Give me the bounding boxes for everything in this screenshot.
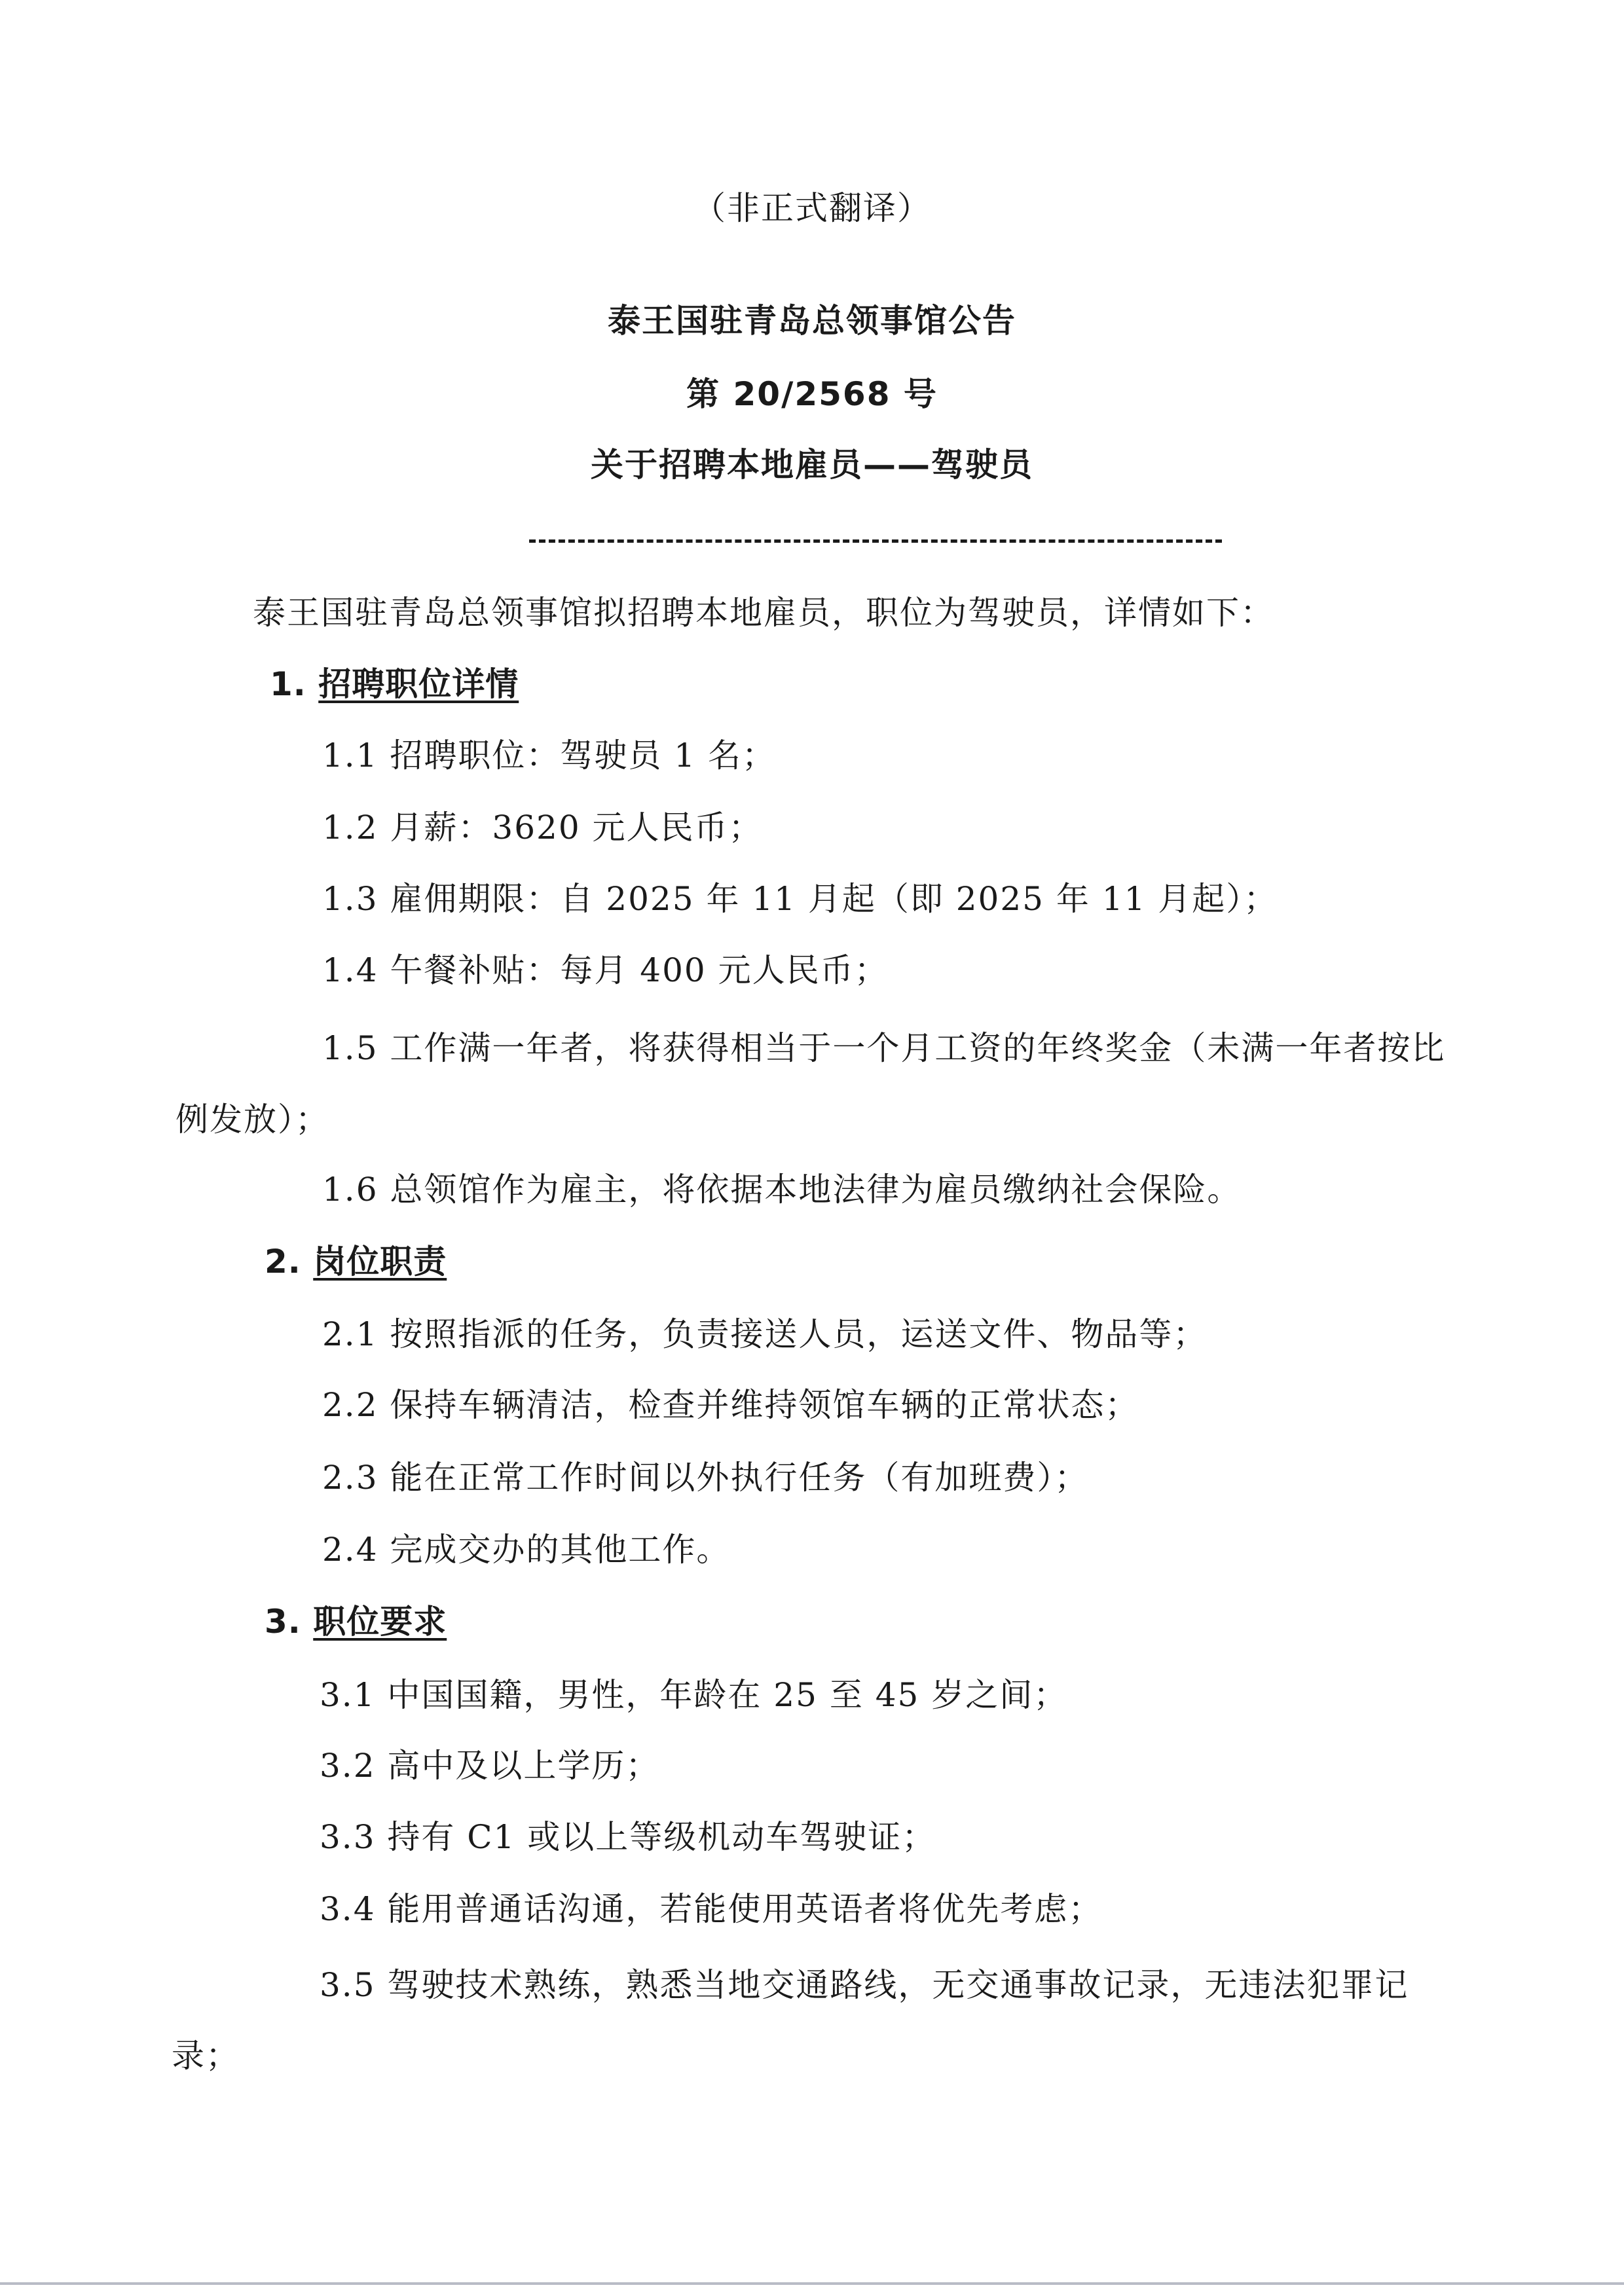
list-item: 1.2 月薪：3620 元人民币； [322,809,763,847]
list-item: 3.2 高中及以上学历； [320,1747,660,1785]
list-item-continuation: 录； [172,2037,240,2075]
list-item: 1.4 午餐补贴：每月 400 元人民币； [322,951,889,989]
list-item: 3.1 中国国籍，男性，年龄在 25 至 45 岁之间； [320,1676,1068,1714]
scan-edge-line [0,2282,1624,2285]
section-heading [270,665,519,704]
section-title: 招聘职位详情 [318,665,519,703]
list-item: 3.3 持有 C1 或以上等级机动车驾驶证； [320,1818,936,1856]
translation-note: （非正式翻译） [693,189,931,227]
section-number: 1. [270,665,306,703]
list-item: 2.2 保持车辆清洁，检查并维持领馆车辆的正常状态； [322,1386,1139,1424]
list-item: 1.3 雇佣期限：自 2025 年 11 月起（即 2025 年 11 月起）； [322,880,1278,918]
header-divider [529,539,1222,543]
announcement-subject: 关于招聘本地雇员——驾驶员 [591,446,1033,484]
list-item: 3.4 能用普通话沟通，若能使用英语者将优先考虑； [320,1890,1103,1928]
section-title: 职位要求 [313,1603,447,1641]
document-title: 泰王国驻青岛总领事馆公告 [608,302,1016,340]
section-number: 2. [265,1243,301,1281]
list-item: 2.3 能在正常工作时间以外执行任务（有加班费）； [322,1459,1089,1497]
list-item-continuation: 例发放）； [175,1101,329,1139]
announcement-number: 第 20/2568 号 [686,375,938,413]
list-item: 2.4 完成交办的其他工作。 [322,1531,731,1569]
intro-paragraph: 泰王国驻青岛总领事馆拟招聘本地雇员，职位为驾驶员，详情如下： [253,594,1274,632]
list-item: 1.6 总领馆作为雇主，将依据本地法律为雇员缴纳社会保险。 [322,1171,1242,1209]
list-item: 1.5 工作满一年者，将获得相当于一个月工资的年终奖金（未满一年者按比 [322,1029,1446,1067]
list-item: 1.1 招聘职位：驾驶员 1 名； [322,737,777,774]
section-title: 岗位职责 [313,1243,447,1281]
list-item: 3.5 驾驶技术熟练，熟悉当地交通路线，无交通事故记录，无违法犯罪记 [320,1966,1409,2004]
section-heading [265,1602,447,1641]
section-heading [265,1242,447,1281]
list-item: 2.1 按照指派的任务，负责接送人员，运送文件、物品等； [322,1315,1208,1353]
section-number: 3. [265,1603,301,1641]
